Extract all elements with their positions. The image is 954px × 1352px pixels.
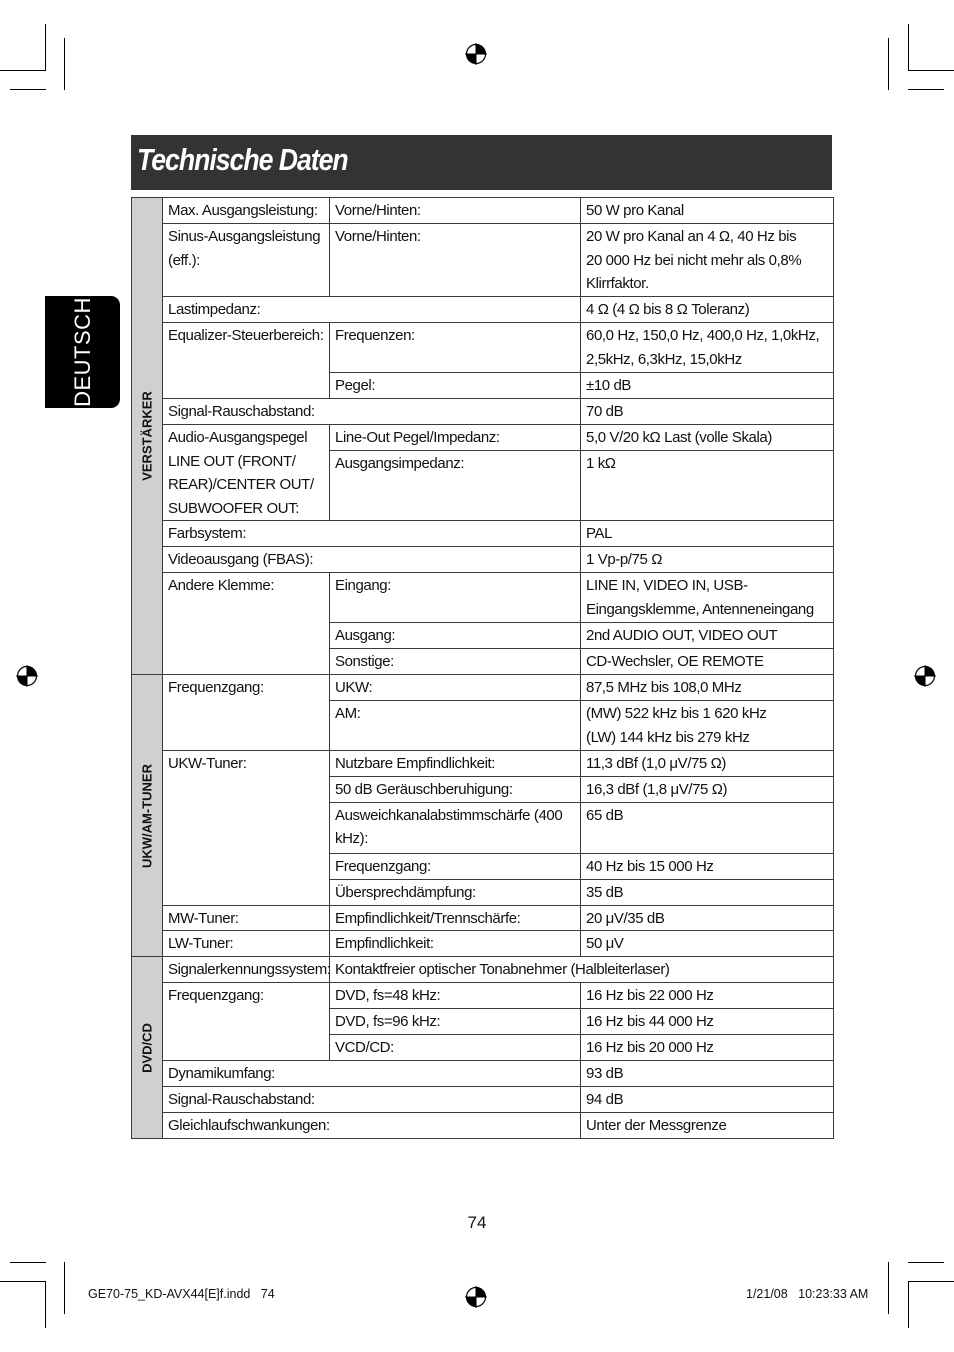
table-row: [132, 905, 834, 931]
spec-sublabel: [330, 802, 581, 853]
crop-mark: [0, 1281, 46, 1282]
spec-label: Signalerkennungssystem:: [163, 957, 330, 983]
spec-value: Unter der Messgrenze: [581, 1113, 834, 1139]
spec-label-line: SUBWOOFER OUT:: [168, 499, 300, 517]
spec-sublabel: Vorne/Hinten:: [330, 224, 581, 297]
spec-value: 1 Vp-p/75 Ω: [581, 547, 834, 573]
spec-value: 35 dB: [581, 879, 834, 905]
crop-mark: [908, 1262, 944, 1263]
spec-value: 16 Hz bis 44 000 Hz: [581, 1009, 834, 1035]
spec-value: [581, 701, 834, 751]
footer-timestamp: 1/21/08 10:23:33 AM: [746, 1287, 869, 1301]
spec-sublabel: VCD/CD:: [330, 1035, 581, 1061]
crop-mark: [908, 1281, 909, 1328]
registration-mark-icon: [16, 665, 38, 687]
page-title: Technische Daten: [137, 142, 348, 177]
table-row: [132, 547, 834, 573]
spec-sublabel: Übersprechdämpfung:: [330, 879, 581, 905]
registration-mark-icon: [465, 43, 487, 65]
table-row: [132, 323, 834, 373]
spec-table: [131, 197, 834, 1139]
registration-mark-icon: [465, 1286, 487, 1308]
spec-label: Lastimpedanz:: [163, 297, 581, 323]
section-label-cell: [132, 198, 163, 675]
spec-value: 93 dB: [581, 1061, 834, 1087]
spec-value-line: Klirrfaktor.: [586, 275, 649, 292]
section-label-cell: [132, 957, 163, 1139]
spec-value-line: 20 W pro Kanal an 4 Ω, 40 Hz bis: [586, 228, 797, 245]
spec-value-line: 2,5kHz, 6,3kHz, 15,0kHz: [586, 350, 742, 368]
spec-value: Kontaktfreier optischer Tonabnehmer (Halbleiterlaser): [330, 957, 834, 983]
spec-label: Andere Klemme:: [163, 573, 330, 675]
crop-mark: [45, 1281, 46, 1328]
table-row: [132, 675, 834, 701]
spec-value: 87,5 MHz bis 108,0 MHz: [581, 675, 834, 701]
table-row: [132, 198, 834, 224]
table-row: [132, 425, 834, 451]
spec-value: [581, 573, 834, 623]
spec-sublabel: Vorne/Hinten:: [330, 198, 581, 224]
crop-mark: [888, 38, 889, 90]
spec-value-line: Eingangsklemme, Antenneneingang: [586, 600, 814, 618]
crop-mark: [908, 70, 954, 71]
crop-mark: [10, 1262, 46, 1263]
spec-label: Videoausgang (FBAS):: [163, 547, 581, 573]
spec-label: LW-Tuner:: [163, 931, 330, 957]
spec-sublabel: Nutzbare Empfindlichkeit:: [330, 751, 581, 777]
table-row: [132, 521, 834, 547]
spec-value: 70 dB: [581, 399, 834, 425]
table-row: [132, 1061, 834, 1087]
spec-value: 94 dB: [581, 1087, 834, 1113]
spec-sublabel: Empfindlichkeit:: [330, 931, 581, 957]
table-row: [132, 399, 834, 425]
spec-label: Equalizer-Steuerbereich:: [163, 323, 330, 399]
spec-value: [581, 323, 834, 373]
spec-sublabel: Frequenzen:: [330, 323, 581, 373]
spec-value: [581, 224, 834, 297]
spec-value-line: (MW) 522 kHz bis 1 620 kHz: [586, 705, 767, 722]
spec-value: 1 kΩ: [581, 451, 834, 521]
spec-value: 20 μV/35 dB: [581, 905, 834, 931]
table-row: [132, 957, 834, 983]
table-row: [132, 983, 834, 1009]
spec-label: UKW-Tuner:: [163, 751, 330, 906]
spec-value: 40 Hz bis 15 000 Hz: [581, 853, 834, 879]
section-label: UKW/AM-TUNER: [139, 763, 155, 868]
spec-value: ±10 dB: [581, 373, 834, 399]
footer-file-info: GE70-75_KD-AVX44[E]f.indd 74: [88, 1287, 275, 1301]
spec-value: 5,0 V/20 kΩ Last (volle Skala): [581, 425, 834, 451]
spec-sublabel: Ausgangsimpedanz:: [330, 451, 581, 521]
spec-sublabel: Eingang:: [330, 573, 581, 623]
spec-label: Signal-Rauschabstand:: [163, 1087, 581, 1113]
spec-value-line: (LW) 144 kHz bis 279 kHz: [586, 728, 750, 746]
table-row: [132, 751, 834, 777]
spec-value: 50 μV: [581, 931, 834, 957]
spec-label: [163, 425, 330, 521]
spec-sublabel-line: Ausweichkanalabstimmschärfe (400: [335, 806, 563, 824]
crop-mark: [64, 38, 65, 90]
spec-label: Max. Ausgangsleistung:: [163, 198, 330, 224]
registration-mark-icon: [914, 665, 936, 687]
spec-sublabel: AM:: [330, 701, 581, 751]
spec-label: [163, 224, 330, 297]
spec-sublabel: 50 dB Geräuschberuhigung:: [330, 777, 581, 803]
spec-sublabel: Empfindlichkeit/Trennschärfe:: [330, 905, 581, 931]
spec-sublabel: Sonstige:: [330, 649, 581, 675]
table-row: [132, 931, 834, 957]
language-tab: [45, 296, 120, 408]
spec-sublabel: Pegel:: [330, 373, 581, 399]
crop-mark: [888, 1262, 889, 1314]
spec-sublabel: DVD, fs=48 kHz:: [330, 983, 581, 1009]
table-row: [132, 224, 834, 297]
crop-mark: [908, 1281, 954, 1282]
spec-label: MW-Tuner:: [163, 905, 330, 931]
spec-value: 16 Hz bis 20 000 Hz: [581, 1035, 834, 1061]
spec-sublabel: Ausgang:: [330, 623, 581, 649]
spec-sublabel: UKW:: [330, 675, 581, 701]
table-row: [132, 1113, 834, 1139]
title-bar: [131, 135, 832, 190]
section-label-cell: [132, 675, 163, 957]
spec-value: 11,3 dBf (1,0 μV/75 Ω): [581, 751, 834, 777]
spec-sublabel: DVD, fs=96 kHz:: [330, 1009, 581, 1035]
table-row: [132, 573, 834, 623]
spec-label-line: Sinus-Ausgangsleistung: [168, 228, 321, 245]
crop-mark: [45, 24, 46, 71]
table-row: [132, 297, 834, 323]
crop-mark: [10, 89, 46, 90]
spec-value-line: LINE IN, VIDEO IN, USB-: [586, 577, 748, 594]
spec-label: Farbsystem:: [163, 521, 581, 547]
crop-mark: [908, 24, 909, 71]
spec-value: 16,3 dBf (1,8 μV/75 Ω): [581, 777, 834, 803]
spec-label: Gleichlaufschwankungen:: [163, 1113, 581, 1139]
spec-value-line: 20 000 Hz bei nicht mehr als 0,8%: [586, 251, 802, 269]
crop-mark: [908, 89, 944, 90]
spec-value: 50 W pro Kanal: [581, 198, 834, 224]
spec-value: 2nd AUDIO OUT, VIDEO OUT: [581, 623, 834, 649]
spec-value: 65 dB: [581, 802, 834, 853]
spec-label-line: REAR)/CENTER OUT/: [168, 476, 314, 493]
table-row: [132, 1087, 834, 1113]
spec-value: 4 Ω (4 Ω bis 8 Ω Toleranz): [581, 297, 834, 323]
section-label: DVD/CD: [139, 1022, 155, 1073]
spec-label-line: LINE OUT (FRONT/: [168, 452, 296, 470]
spec-label: Dynamikumfang:: [163, 1061, 581, 1087]
page-number: 74: [467, 1213, 487, 1232]
spec-label-line: Audio-Ausgangspegel: [168, 429, 308, 446]
crop-mark: [64, 1262, 65, 1314]
spec-value: CD-Wechsler, OE REMOTE: [581, 649, 834, 675]
section-label: VERSTÄRKER: [139, 391, 155, 481]
spec-value: 16 Hz bis 22 000 Hz: [581, 983, 834, 1009]
spec-sublabel: Line-Out Pegel/Impedanz:: [330, 425, 581, 451]
spec-label: Signal-Rauschabstand:: [163, 399, 581, 425]
crop-mark: [0, 70, 46, 71]
spec-sublabel: Frequenzgang:: [330, 853, 581, 879]
spec-label-line: (eff.):: [168, 251, 200, 269]
spec-sublabel-line: kHz):: [335, 830, 368, 847]
spec-value: PAL: [581, 521, 834, 547]
language-tab-label: DEUTSCH: [69, 297, 95, 407]
spec-label: Frequenzgang:: [163, 675, 330, 751]
spec-value-line: 60,0 Hz, 150,0 Hz, 400,0 Hz, 1,0kHz,: [586, 327, 820, 344]
spec-label: Frequenzgang:: [163, 983, 330, 1061]
